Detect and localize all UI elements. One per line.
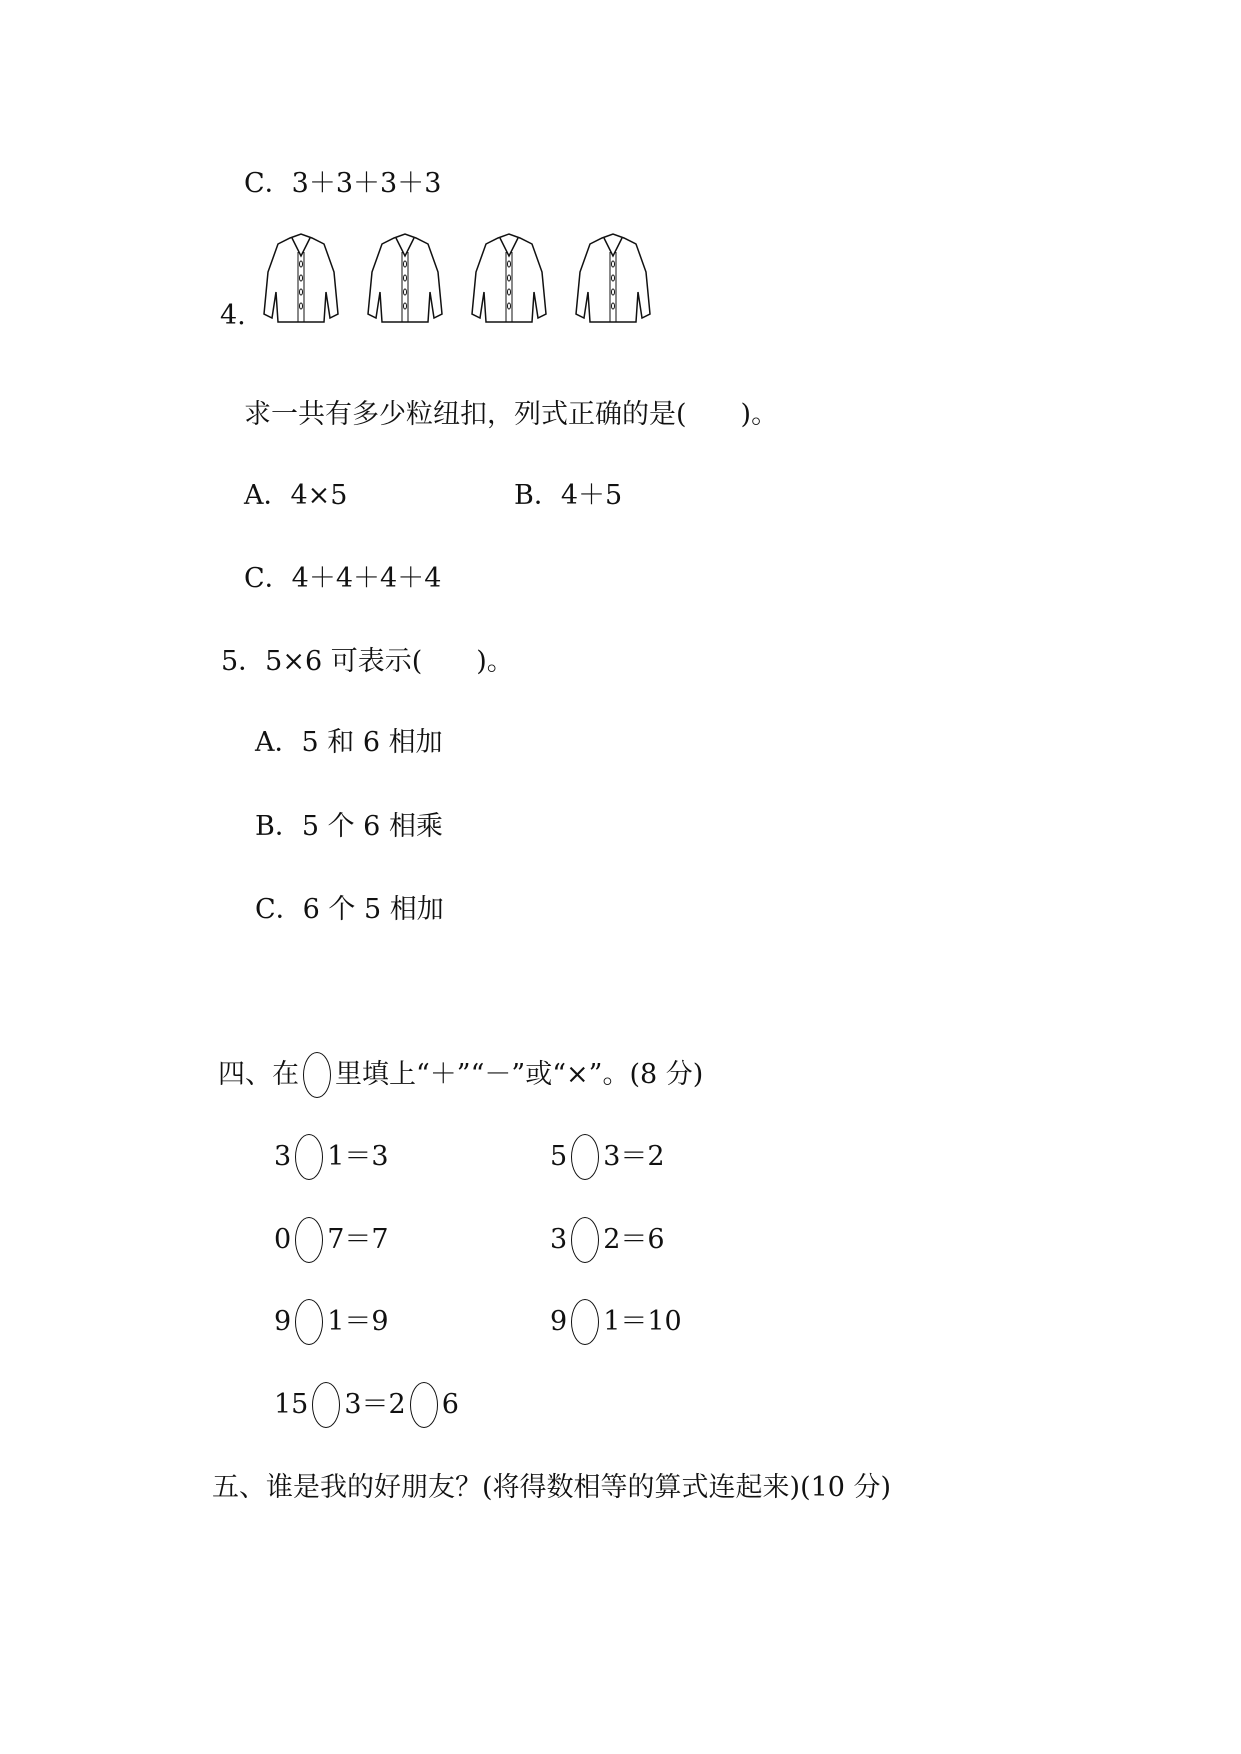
shirt-icon (574, 232, 652, 327)
section4-title-after: 里填上“＋”“－”或“×”。(8 分) (335, 1059, 704, 1090)
answer-circle[interactable] (312, 1382, 340, 1428)
problem-left: 9 (274, 1306, 292, 1337)
problem-left: 5 (550, 1141, 568, 1172)
q3-option-c: C．3＋3＋3＋3 (244, 168, 442, 199)
q4-question: 求一共有多少粒纽扣，列式正确的是( )。 (244, 399, 779, 430)
section4-title-before: 四、在 (218, 1059, 299, 1090)
problem-right: 1＝3 (327, 1141, 389, 1172)
problem-3 (274, 1217, 389, 1263)
q4-number: 4. (220, 300, 246, 331)
q4-option-a: A．4×5 (244, 480, 348, 511)
section5-title: 五、谁是我的好朋友？(将得数相等的算式连起来)(10 分) (212, 1472, 892, 1503)
q4-option-b: B．4＋5 (514, 480, 623, 511)
answer-circle[interactable] (410, 1382, 438, 1428)
problem-left: 9 (550, 1306, 568, 1337)
problem-right: 2＝6 (603, 1224, 665, 1255)
q5-option-a: A．5 和 6 相加 (255, 727, 443, 758)
problem-2 (550, 1134, 665, 1180)
shirt-icon (366, 232, 444, 327)
problem-5 (274, 1299, 389, 1345)
q5-question: 5．5×6 可表示( )。 (221, 646, 514, 677)
problem-right: 3＝2 (603, 1141, 665, 1172)
shirts-illustration (262, 232, 652, 327)
problem-right: 7＝7 (327, 1224, 389, 1255)
problem-right: 1＝9 (327, 1306, 389, 1337)
problem-right: 6 (441, 1389, 459, 1420)
problem-right: 1＝10 (603, 1306, 682, 1337)
shirt-icon (262, 232, 340, 327)
problem-7 (274, 1382, 459, 1428)
answer-circle[interactable] (295, 1134, 323, 1180)
problem-left: 3 (274, 1141, 292, 1172)
answer-circle[interactable] (571, 1134, 599, 1180)
shirt-icon (470, 232, 548, 327)
problem-4 (550, 1217, 665, 1263)
problem-6 (550, 1299, 682, 1345)
circle-icon (303, 1052, 331, 1098)
problem-left: 3 (550, 1224, 568, 1255)
answer-circle[interactable] (295, 1217, 323, 1263)
problem-1 (274, 1134, 389, 1180)
section4-title (218, 1052, 703, 1098)
problem-left: 0 (274, 1224, 292, 1255)
answer-circle[interactable] (295, 1299, 323, 1345)
q5-option-b: B．5 个 6 相乘 (255, 811, 443, 842)
problem-left: 15 (274, 1389, 309, 1420)
problem-middle: 3＝2 (344, 1389, 406, 1420)
q5-option-c: C．6 个 5 相加 (255, 894, 444, 925)
answer-circle[interactable] (571, 1217, 599, 1263)
q4-option-c: C．4＋4＋4＋4 (244, 563, 442, 594)
answer-circle[interactable] (571, 1299, 599, 1345)
